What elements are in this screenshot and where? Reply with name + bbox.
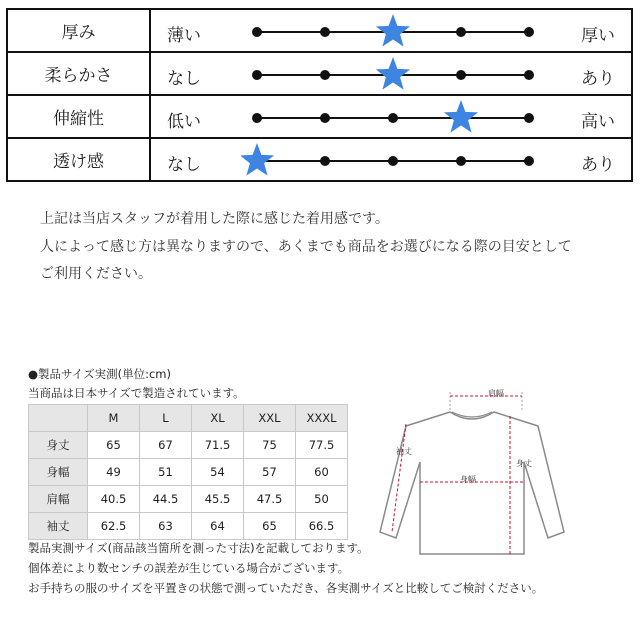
size-row-label: 肩幅 xyxy=(29,486,88,513)
scale-track xyxy=(241,139,541,180)
scale-dot xyxy=(320,113,330,123)
feel-row xyxy=(7,138,632,181)
feel-scale xyxy=(150,95,632,138)
star-marker-icon xyxy=(376,14,410,47)
fit-feel-table xyxy=(6,8,633,182)
tshirt-outline-icon xyxy=(372,382,572,562)
feel-row xyxy=(7,52,632,95)
feel-scale xyxy=(150,9,632,52)
size-row xyxy=(29,432,348,459)
scale-dot xyxy=(456,27,466,37)
size-cell: 40.5 xyxy=(88,486,140,513)
size-cell: 65 xyxy=(88,432,140,459)
scale-dot xyxy=(320,156,330,166)
scale-track xyxy=(241,10,541,51)
size-section-title: ●製品サイズ実測(単位:cm) xyxy=(28,367,171,381)
scale-dot xyxy=(456,156,466,166)
feel-attribute: 伸縮性 xyxy=(7,95,150,138)
size-row-label: 身丈 xyxy=(29,432,88,459)
feel-attribute: 厚み xyxy=(7,9,150,52)
scale-high-label: あり xyxy=(581,69,615,89)
size-cell: 71.5 xyxy=(192,432,244,459)
scale-dot xyxy=(524,156,534,166)
feel-attribute: 透け感 xyxy=(7,138,150,181)
scale-dot xyxy=(388,113,398,123)
size-cell: 66.5 xyxy=(296,513,348,540)
scale-low-label: なし xyxy=(167,69,201,89)
size-cell: 75 xyxy=(244,432,296,459)
size-cell: 60 xyxy=(296,459,348,486)
size-row-label: 袖丈 xyxy=(29,513,88,540)
size-cell: 65 xyxy=(244,513,296,540)
size-column-header: M xyxy=(88,405,140,432)
size-cell: 67 xyxy=(140,432,192,459)
note-line-1: 上記は当店スタッフが着用した際に感じた着用感です。 xyxy=(40,211,389,227)
size-cell: 50 xyxy=(296,486,348,513)
size-table xyxy=(28,404,348,540)
footer-line-3: お手持ちの服のサイズを平置きの状態で測っていただき、各実測サイズと比較してご検討ください。 xyxy=(28,581,544,595)
scale-dot xyxy=(524,27,534,37)
size-row xyxy=(29,486,348,513)
size-section-subtitle: 当商品は日本サイズで製造されています。 xyxy=(28,386,245,400)
footer-line-2: 個体差により数センチの誤差が生じている場合がございます。 xyxy=(28,561,350,575)
scale-dot xyxy=(252,27,262,37)
size-cell: 44.5 xyxy=(140,486,192,513)
size-cell: 77.5 xyxy=(296,432,348,459)
note-line-2: 人によって感じ方は異なりますので、あくまでも商品をお選びになる際の目安として xyxy=(40,239,572,255)
diagram-label-shoulder: 肩幅 xyxy=(488,389,504,398)
diagram-label-sleeve: 袖丈 xyxy=(396,447,412,456)
size-cell: 54 xyxy=(192,459,244,486)
size-column-header: XXXL xyxy=(296,405,348,432)
scale-track xyxy=(241,53,541,94)
size-cell: 63 xyxy=(140,513,192,540)
scale-high-label: 高い xyxy=(581,112,615,132)
scale-dot xyxy=(252,113,262,123)
feel-scale xyxy=(150,138,632,181)
diagram-label-width: 身幅 xyxy=(460,475,476,484)
feel-row xyxy=(7,95,632,138)
star-marker-icon xyxy=(444,100,478,133)
scale-low-label: 低い xyxy=(167,112,201,132)
scale-dot xyxy=(252,70,262,80)
note-line-3: ご利用ください。 xyxy=(40,266,152,282)
size-row xyxy=(29,459,348,486)
scale-dot xyxy=(388,156,398,166)
size-cell: 51 xyxy=(140,459,192,486)
scale-low-label: 薄い xyxy=(167,26,201,46)
size-row xyxy=(29,513,348,540)
size-cell: 62.5 xyxy=(88,513,140,540)
scale-dot xyxy=(320,70,330,80)
feel-scale xyxy=(150,52,632,95)
star-marker-icon xyxy=(376,57,410,90)
scale-high-label: あり xyxy=(581,155,615,175)
size-column-header: L xyxy=(140,405,192,432)
garment-diagram xyxy=(372,382,572,566)
star-marker-icon xyxy=(241,143,274,176)
scale-dot xyxy=(320,27,330,37)
size-cell: 47.5 xyxy=(244,486,296,513)
scale-dot xyxy=(524,70,534,80)
scale-high-label: 厚い xyxy=(581,26,615,46)
size-cell: 49 xyxy=(88,459,140,486)
size-cell: 57 xyxy=(244,459,296,486)
diagram-label-length: 身丈 xyxy=(516,459,532,468)
size-cell: 64 xyxy=(192,513,244,540)
footer-line-1: 製品実測サイズ(商品該当箇所を測った寸法)を記載しております。 xyxy=(28,541,369,555)
scale-dot xyxy=(456,70,466,80)
feel-attribute: 柔らかさ xyxy=(7,52,150,95)
scale-track xyxy=(241,96,541,137)
scale-dot xyxy=(524,113,534,123)
size-table-corner xyxy=(29,405,88,432)
size-row-label: 身幅 xyxy=(29,459,88,486)
size-column-header: XL xyxy=(192,405,244,432)
feel-row xyxy=(7,9,632,52)
scale-low-label: なし xyxy=(167,155,201,175)
size-cell: 45.5 xyxy=(192,486,244,513)
size-column-header: XXL xyxy=(244,405,296,432)
